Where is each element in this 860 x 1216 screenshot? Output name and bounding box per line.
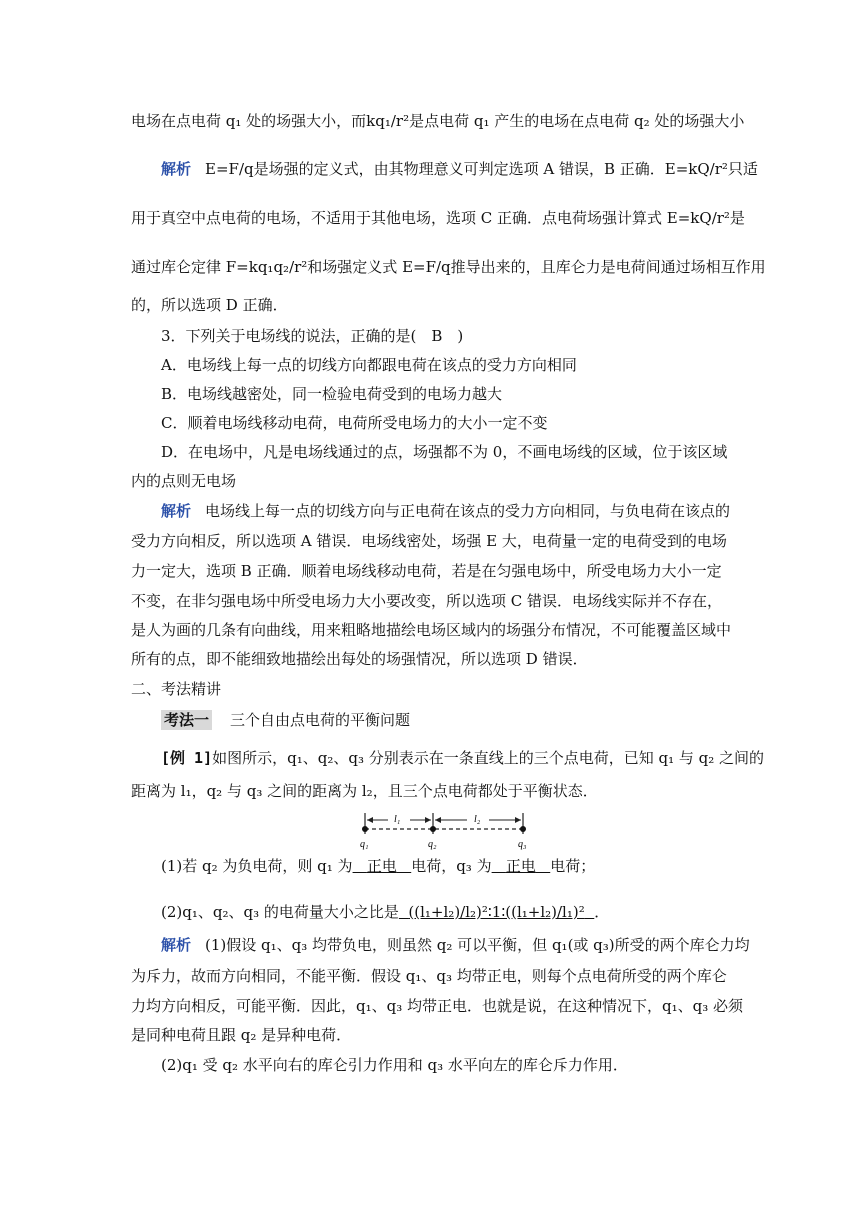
charge-q1-label: q₁ bbox=[360, 839, 369, 850]
charge-q3-dot bbox=[520, 826, 526, 832]
charge-q2-label: q₂ bbox=[428, 839, 437, 850]
text-segment: (1)若 q₂ 为负电荷，则 q₁ 为 bbox=[161, 857, 353, 875]
text-line: 电场在点电荷 q₁ 处的场强大小，而kq₁/r²是点电荷 q₁ 产生的电场在点电荷 q₂ 处的场强大小 bbox=[131, 112, 745, 130]
analysis-label: 解析 bbox=[161, 502, 192, 520]
text-line: 受力方向相反，所以选项 A 错误．电场线密处，场强 E 大，电荷量一定的电荷受到的电场 bbox=[131, 532, 727, 550]
text-segment: (2)q₁、q₂、q₃ 的电荷量大小之比是 bbox=[161, 903, 399, 921]
option-d: D．在电场中，凡是电场线通过的点，场强都不为 0，不画电场线的区域，位于该区域 bbox=[161, 443, 728, 461]
answer-ratio bbox=[399, 903, 594, 921]
method-title: 三个自由点电荷的平衡问题 bbox=[230, 711, 411, 729]
text-line: 为斥力，故而方向相同，不能平衡．假设 q₁、q₃ 均带正电，则每个点电荷所受的两个库仑 bbox=[131, 967, 727, 985]
answer-1: 正电 bbox=[366, 857, 397, 875]
analysis-label: 解析 bbox=[161, 936, 192, 954]
analysis-paragraph-2 bbox=[161, 501, 761, 521]
text-line: 电场线上每一点的切线方向与正电荷在该点的受力方向相同，与负电荷在该点的 bbox=[205, 502, 731, 520]
text-line: 用于真空中点电荷的电场，不适用于其他电场，选项 C 正确．点电荷场强计算式 E=kQ/r²是 bbox=[131, 209, 745, 227]
distance-l2-label: l₂ bbox=[474, 814, 481, 825]
text-line: 是同种电荷且跟 q₂ 是异种电荷． bbox=[131, 1026, 352, 1044]
method-heading bbox=[161, 710, 761, 730]
question-part-2: (2)q₁、q₂、q₃ 的电荷量大小之比是 ((l₁+l₂)/l₂)²∶1∶((l₁+l₂)/l₁)² ． bbox=[161, 903, 610, 921]
text-line: (2)q₁ 受 q₂ 水平向右的库仑引力作用和 q₃ 水平向左的库仑斥力作用． bbox=[161, 1056, 628, 1074]
answer-2: 正电 bbox=[505, 857, 536, 875]
option-c: C．顺着电场线移动电荷，电荷所受电场力的大小一定不变 bbox=[161, 414, 548, 432]
text-line: 所有的点，即不能细致地描绘出每处的场强情况，所以选项 D 错误． bbox=[131, 650, 588, 668]
text-line: 如图所示，q₁、q₂、q₃ 分别表示在一条直线上的三个点电荷，已知 q₁ 与 q₂ 之间的 bbox=[212, 749, 765, 767]
text-line: 力一定大，选项 B 正确．顺着电场线移动电荷，若是在匀强电场中，所受电场力大小一定 bbox=[131, 562, 722, 580]
text-line: 是人为画的几条有向曲线，用来粗略地描绘电场区域内的场强分布情况，不可能覆盖区域中 bbox=[131, 621, 732, 639]
section-heading: 二、考法精讲 bbox=[131, 680, 222, 698]
text-line: 通过库仑定律 F=kq₁q₂/r²和场强定义式 E=F/q推导出来的，且库仑力是电荷间通过场相互作用 bbox=[131, 258, 766, 276]
charge-diagram bbox=[350, 808, 540, 850]
analysis-paragraph-3 bbox=[161, 935, 761, 955]
option-a: A．电场线上每一点的切线方向都跟电荷在该点的受力方向相同 bbox=[161, 356, 577, 374]
method-tag: 考法一 bbox=[161, 710, 212, 730]
ratio-text: ((l₁+l₂)/l₂)²∶1∶((l₁+l₂)/l₁)² bbox=[408, 903, 585, 921]
text-line: 力均方向相反，可能平衡．因此，q₁、q₃ 均带正电．也就是说，在这种情况下，q₁、q₃ 必须 bbox=[131, 997, 744, 1015]
example-tag: [例 1] bbox=[161, 749, 213, 767]
question-part-1 bbox=[161, 856, 761, 876]
answer-blank-2 bbox=[492, 857, 551, 875]
distance-l1-label: l₁ bbox=[394, 814, 401, 825]
option-d-cont: 内的点则无电场 bbox=[131, 472, 237, 490]
charge-q2-dot bbox=[430, 826, 436, 832]
text-segment: 电荷，q₃ 为 bbox=[411, 857, 492, 875]
text-line: 的，所以选项 D 正确． bbox=[131, 296, 288, 314]
example-line bbox=[161, 748, 765, 768]
charge-q3-label: q₃ bbox=[518, 839, 527, 850]
question-3: 3．下列关于电场线的说法，正确的是( B ) bbox=[161, 327, 464, 345]
answer-blank-1 bbox=[353, 857, 412, 875]
option-b: B．电场线越密处，同一检验电荷受到的电场力越大 bbox=[161, 385, 503, 403]
analysis-paragraph-1 bbox=[161, 159, 761, 179]
text-segment: 电荷； bbox=[550, 857, 596, 875]
analysis-label: 解析 bbox=[161, 160, 192, 178]
text-line: (1)假设 q₁、q₃ 均带负电，则虽然 q₂ 可以平衡，但 q₁(或 q₃)所受的两个库仑力均 bbox=[205, 936, 750, 954]
text-line: E=F/q是场强的定义式，由其物理意义可判定选项 A 错误，B 正确．E=kQ/r²只适 bbox=[205, 160, 758, 178]
charge-q1-dot bbox=[362, 826, 368, 832]
text-line: 距离为 l₁，q₂ 与 q₃ 之间的距离为 l₂，且三个点电荷都处于平衡状态． bbox=[131, 782, 598, 800]
text-line: 不变，在非匀强电场中所受电场力大小要改变，所以选项 C 错误．电场线实际并不存在， bbox=[131, 592, 723, 610]
